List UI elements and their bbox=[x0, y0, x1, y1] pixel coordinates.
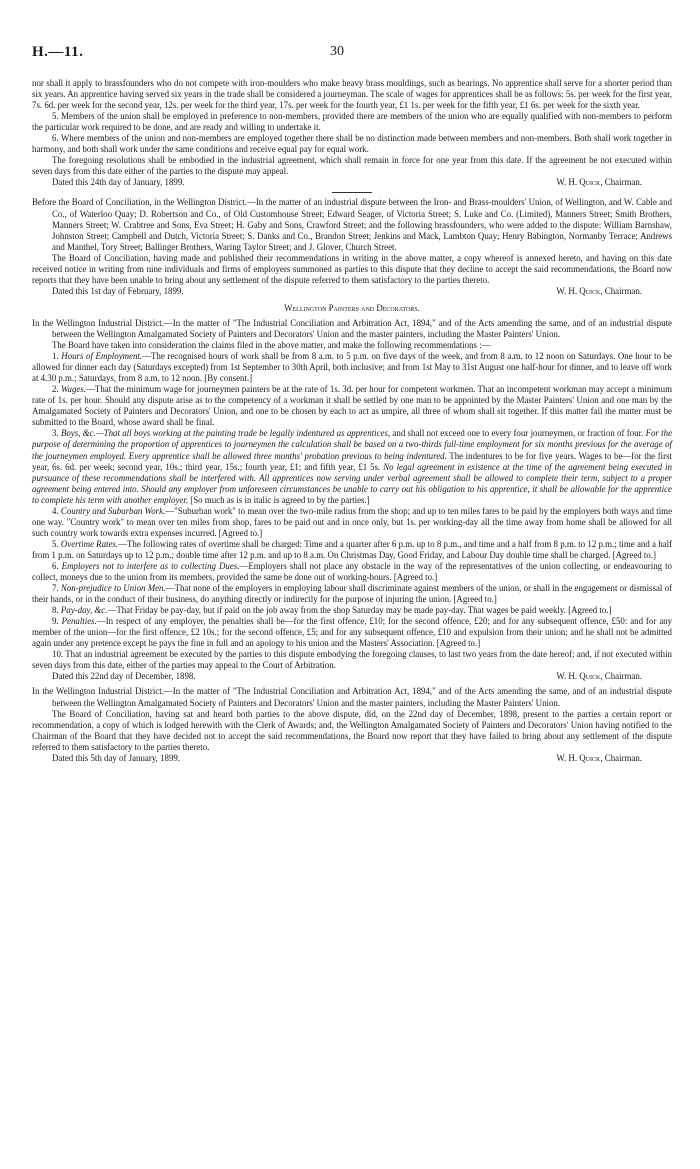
painters-recommendations bbox=[32, 303, 672, 683]
dated-line bbox=[32, 671, 672, 682]
date-text: Dated this 22nd day of December, 1898. bbox=[52, 671, 196, 682]
recommendation-item: 8. Pay-day, &c.—That Friday be pay-day, but if paid on the job away from the shop Saturday may be made pay-day. That wages be paid weekly. [Agreed to.] bbox=[52, 605, 612, 616]
signature: W. H. Quick, Chairman. bbox=[556, 752, 642, 763]
page-number: 30 bbox=[330, 44, 344, 59]
paragraph: The Board of Conciliation, having made and published their recommendations in writing in the above matter, a copy whereof is annexed hereto, and having on this date received notice in writing from nine individuals and firms of employers summoned as parties to this dispute that they decline to accept the said recommendations, the Board now reports that they have been unable to bring about any settlement of the dispute referred to them satisfactory to the parties thereto. bbox=[32, 252, 672, 285]
divider bbox=[332, 192, 372, 193]
signature: W. H. Quick, Chairman. bbox=[556, 671, 642, 682]
date-text: Dated this 24th day of January, 1899. bbox=[52, 177, 185, 188]
document-body bbox=[32, 78, 672, 764]
board-report-painters bbox=[32, 686, 672, 763]
iron-moulders-resolutions bbox=[32, 78, 672, 188]
recommendation-item: 4. Country and Suburban Work.—"Suburban work" to mean over the two-mile radius from the shop; and up to ten miles fares to be paid by the employers both ways and time one way. "Country work" to mean over ten miles from shop, fares to be paid out and in once only, but 1s. per working-day all the time away from home shall be allowed for all such country work towards extra expenses incurred. [Agreed to.] bbox=[32, 505, 673, 538]
document-page bbox=[32, 0, 673, 763]
recommendation-item: 6. Employers not to interfere as to collecting Dues.—Employers shall not place any obstacle in the way of the representatives of the union collecting, or endeavouring to collect, moneys due to the union from its members, provided the same be done out of working-hours. [Agreed to.] bbox=[32, 560, 672, 583]
series-label: H.—11. bbox=[32, 44, 84, 60]
paragraph: 5. Members of the union shall be employed in preference to non-members, provided there are members of the union who are equally qualified with non-members to perform the particular work required to be done, and are ready and willing to undertake it. bbox=[32, 111, 672, 133]
section-heading: Wellington Painters and Decorators. bbox=[284, 302, 420, 313]
recommendation-item: 9. Penalties.—In respect of any employer, the penalties shall be—for the first offence, £10; for the second offence, £20; and for any subsequent offence, £50: and for any member of the union—for the first offence, £2 10s.; for the second offence, £5; and for any subsequent offence, £10 and expulsion from their union; and he shall not be admitted again under any pretence except he pays the fine in full and an apology to his union and the Masters' Association. [Agreed to.] bbox=[32, 616, 673, 649]
dated-line bbox=[32, 177, 672, 188]
paragraph: The Board of Conciliation, having sat and heard both parties to the above dispute, did, on the 22nd day of December, 1898, present to the parties a certain report or recommendation, a copy of which is lodged herewith with the Clerk of Awards; and, the Wellington Amalgamated Society of Painters and Decorators' Union having notified to the Chairman of the Board that they have decided not to accept the said recommendations, the Board now report that they have failed to bring about any settlement of the dispute referred to them satisfactory to the parties thereto. bbox=[32, 708, 672, 752]
recommendation-item: 2. Wages.—That the minimum wage for journeymen painters be at the rate of 1s. 3d. per hour for competent workmen. That an incompetent workman may accept a minimum rate of 1s. per hour. Should any dispute arise as to the competency of a workman it shall be settled by one man to be appointed by the Master Painters' Union and one man by the Amalgamated Society of Painters and Decorators' Union, and one to be chosen by each to act as umpire, all three of whom shall sit together. If this matter fail the matter must be submitted to the Board, whose award shall be final. bbox=[32, 384, 672, 428]
recommendation-item: 10. That an industrial agreement be executed by the parties to this dispute embodying the foregoing clauses, to last two years from the date hereof; and, if not executed within seven days from this date, either of the parties may appeal to the Court of Arbitration. bbox=[32, 649, 672, 671]
paragraph: The foregoing resolutions shall be embodied in the industrial agreement, which shall remain in force for one year from this date. If the agreement be not executed within seven days from this date either of the parties to the dispute may appeal. bbox=[32, 155, 672, 177]
matter-intro: In the Wellington Industrial District.—In the matter of "The Industrial Conciliation and Arbitration Act, 1894," and of the Acts amending the same, and of an industrial dispute between the Wellington Amalgamated Society of Painters and Decorators' Union and the master painters, including the Master Painters' Union. bbox=[32, 317, 672, 339]
paragraph: The Board have taken into consideration the claims filed in the above matter, and make the following recommendations :— bbox=[52, 340, 491, 351]
recommendation-item: 3. Boys, &c.—That all boys working at the painting trade be legally indentured as apprentices, and shall not exceed one to every four journeymen, or fraction of four. For the purpose of determining the proportion of apprentices to journeymen the calculation shall be based on a two-thirds full-time employment for six months previous for the average of the journeymen employed. Every apprentice shall be allowed three months' probation previous to being indentured. The indentures to be for five years. Wages to be—for the first year, 6s. 6d. per week; second year, 10s.; third year, 15s.; fourth year, £1; and fifth year, £1 5s. No legal agreement in existence at the time of the agreement being executed in pursuance of these recommendations shall be interfered with. All apprentices now serving under verbal agreement shall be allowed to complete their term, subject to a proper agreement being entered into. Should any employer from unforeseen circumstances be unable to carry out his obligation to his apprentice, it shall be allowable for the apprentice to complete his term with another employer. [So much as is in italic is agreed to by the parties.] bbox=[32, 428, 673, 505]
signature: W. H. Quick, Chairman. bbox=[556, 177, 642, 188]
date-text: Dated this 1st day of February, 1899. bbox=[52, 285, 184, 296]
paragraph: nor shall it apply to brassfounders who do not compete with iron-moulders who make heavy brass mouldings, such as bearings. No apprentice shall serve for a shorter period than six years. An apprentice having served six years in the trade shall be considered a journeyman. The scale of wages for apprentices shall be as follows: 5s. per week for the first year, 7s. 6d. per week for the second year, 12s. per week for the third year, 17s. per week for the fourth year, £1 1s. per week for the fifth year, £1 6s. per week for the sixth year. bbox=[32, 78, 672, 111]
signature: W. H. Quick, Chairman. bbox=[556, 285, 642, 296]
recommendation-item: 5. Overtime Rates.—The following rates of overtime shall be charged: Time and a quarter after 6 p.m. up to 8 p.m., and time and a half from 8 p.m. to 12 p.m.; time and a half from 1 p.m. on Saturdays up to 12 p.m.; double time after 12 p.m. and up to 8 a.m. On Christmas Day, Good Friday, and Labour Day double time shall be charged. [Agreed to.] bbox=[32, 538, 672, 560]
board-report-moulders bbox=[32, 197, 672, 296]
matter-intro: In the Wellington Industrial District.—In the matter of "The Industrial Conciliation and Arbitration Act, 1894," and of the Acts amending the same, and of an industrial dispute between the Wellington Amalgamated Society of Painters and Decorators' Union and the master painters, including the Master Painters' Union. bbox=[32, 686, 672, 708]
page-header bbox=[32, 0, 672, 60]
recommendation-item: 1. Hours of Employment.—The recognised hours of work shall be from 8 a.m. to 5 p.m. on five days of the week, and from 8 a.m. to 12 noon on Saturdays. One hour to be allowed for dinner each day (Saturdays excepted) from 1st September to 30th April, both inclusive; and from 1st May to 31st August one half-hour for dinner, and to leave off work at 4.30 p.m.; Saturdays, from 8 a.m. to 12 noon. [By consent.] bbox=[32, 351, 672, 384]
date-text: Dated this 5th day of January, 1899. bbox=[52, 752, 181, 763]
paragraph: 6. Where members of the union and non-members are employed together there shall be no distinction made between members and non-members. Both shall work together in harmony, and both shall work under the same conditions and receive equal pay for equal work. bbox=[32, 133, 672, 155]
dated-line bbox=[32, 753, 672, 764]
recommendation-item: 7. Non-prejudice to Union Men.—That none of the employers in employing labour shall discriminate against members of the union, or shall in the engagement or dismissal of their hands, or in the conduct of their business, do anything directly or indirectly for the purpose of injuring the union. [Agreed to.] bbox=[32, 583, 673, 605]
dated-line bbox=[32, 286, 672, 297]
matter-intro: Before the Board of Conciliation, in the Wellington District.—In the matter of an industrial dispute between the Iron- and Brass-moulders' Union, of Wellington, and W. Cable and Co., of Waterloo Quay; D. Robertson and Co., of Old Customhouse Street; Edward Seager, of Victoria Street; S. Luke and Co. (Limited), Manners Street; Smith Brothers, Manners Street; W. Crabtree and Sons, Eva Street; H. Gaby and Sons, Crawford Street; and the following brassfounders, who were added to the dispute: William Barnshaw, Johnston Street; Campbell and Dutch, Victoria Street; S. Danks and Co., Brandon Street; Jenkins and Mack, Lambton Quay; Henry Babington, Normanby Terrace; Andrews and Manthel, Tory Street; Ballinger Brothers, Waring Taylor Street; and J. Glover, Church Street. bbox=[32, 197, 672, 252]
